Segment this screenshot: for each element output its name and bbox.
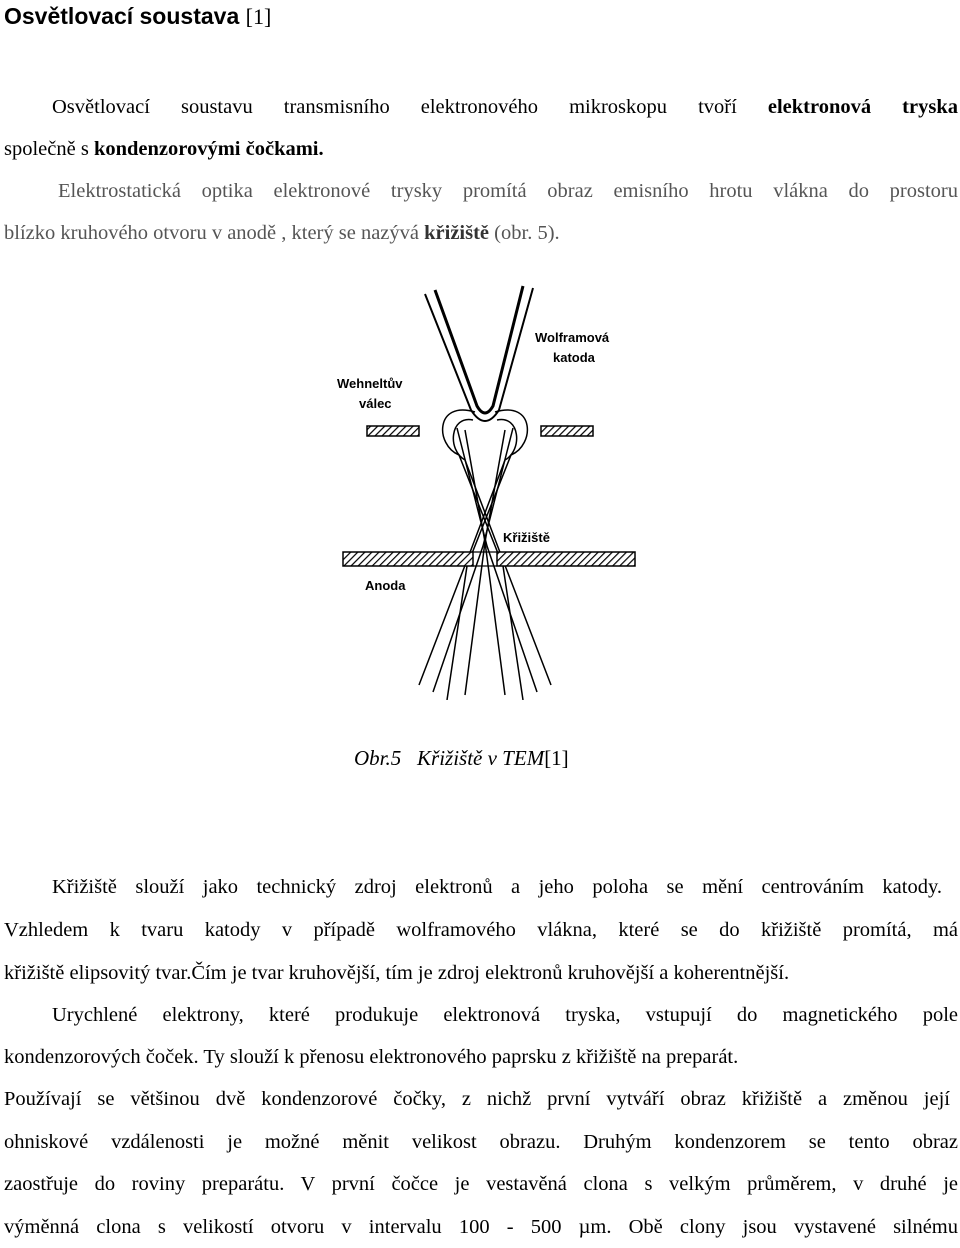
- figure-caption-text: Křižiště v TEM: [417, 746, 544, 770]
- label-wehnelt-cylinder-line1: Wehneltův: [337, 376, 403, 391]
- tungsten-cathode-filament: [425, 286, 533, 421]
- bold-term-electron-gun: elektronová tryska: [768, 96, 958, 118]
- section-heading: [4, 2, 271, 31]
- paragraph-line: [4, 86, 958, 128]
- paragraph-condenser-lenses: [4, 1078, 958, 1248]
- paragraph-illumination-system: [4, 86, 958, 170]
- paragraph-line: Používají se většinou dvě kondenzorové čočky, z nichž první vytváří obraz křižiště a změnou její: [4, 1078, 950, 1121]
- paragraph-line: Křižiště slouží jako technický zdroj elektronů a jeho poloha se mění centrováním katody.: [4, 866, 942, 909]
- bold-term-crossover: křižiště: [424, 222, 489, 244]
- paragraph-line: zaostřuje do roviny preparátu. V první čočce je vestavěná clona s velkým průměrem, v druhé je: [4, 1163, 958, 1206]
- paragraph-line: Vzhledem k tvaru katody v případě wolframového vlákna, které se do křižiště promítá, má: [4, 909, 958, 952]
- paragraph-crossover: [4, 866, 958, 995]
- label-tungsten-cathode-line2: katoda: [553, 350, 596, 365]
- label-anode: Anoda: [365, 578, 406, 593]
- paragraph-condenser: [4, 994, 958, 1078]
- bold-term-condenser-lenses: kondenzorovými čočkami.: [94, 138, 324, 160]
- figure-number: Obr.5: [354, 746, 401, 770]
- section-title-reference: [1]: [246, 4, 272, 29]
- paragraph-electron-optics: [4, 170, 958, 254]
- text-segment: Osvětlovací soustavu transmisního elektronového mikroskopu tvoří: [52, 96, 768, 118]
- figure-caption-reference: [1]: [544, 746, 569, 770]
- text-segment: společně s: [4, 138, 94, 160]
- section-title: Osvětlovací soustava: [4, 3, 239, 29]
- paragraph-line: Elektrostatická optika elektronové trysky promítá obraz emisního hrotu vlákna do prostoru: [4, 170, 958, 212]
- paragraph-line: výměnná clona s velikostí otvoru v intervalu 100 - 500 µm. Obě clony jsou vystavené silnému: [4, 1206, 958, 1248]
- paragraph-line: [4, 128, 958, 170]
- wehnelt-cylinder: [367, 426, 593, 436]
- paragraph-line: [4, 212, 958, 254]
- text-segment: (obr. 5).: [489, 222, 560, 244]
- paragraph-line: kondenzorových čoček. Ty slouží k přenosu elektronového paprsku z křižiště na preparát.: [4, 1036, 958, 1078]
- figure-caption: [354, 746, 569, 771]
- label-tungsten-cathode-line1: Wolframová: [535, 330, 610, 345]
- paragraph-line: Urychlené elektrony, které produkuje elektronová tryska, vstupují do magnetického pole: [4, 994, 958, 1036]
- text-segment: blízko kruhového otvoru v anodě , který se nazývá: [4, 222, 424, 244]
- label-crossover: Křižiště: [503, 530, 550, 545]
- label-wehnelt-cylinder-line2: válec: [359, 396, 392, 411]
- paragraph-line: ohniskové vzdálenosti je možné měnit velikost obrazu. Druhým kondenzorem se tento obraz: [4, 1121, 958, 1164]
- paragraph-line: křižiště elipsovitý tvar.Čím je tvar kruhovější, tím je zdroj elektronů kruhovější a koherentnější.: [4, 952, 958, 995]
- electron-gun-diagram: [325, 280, 645, 700]
